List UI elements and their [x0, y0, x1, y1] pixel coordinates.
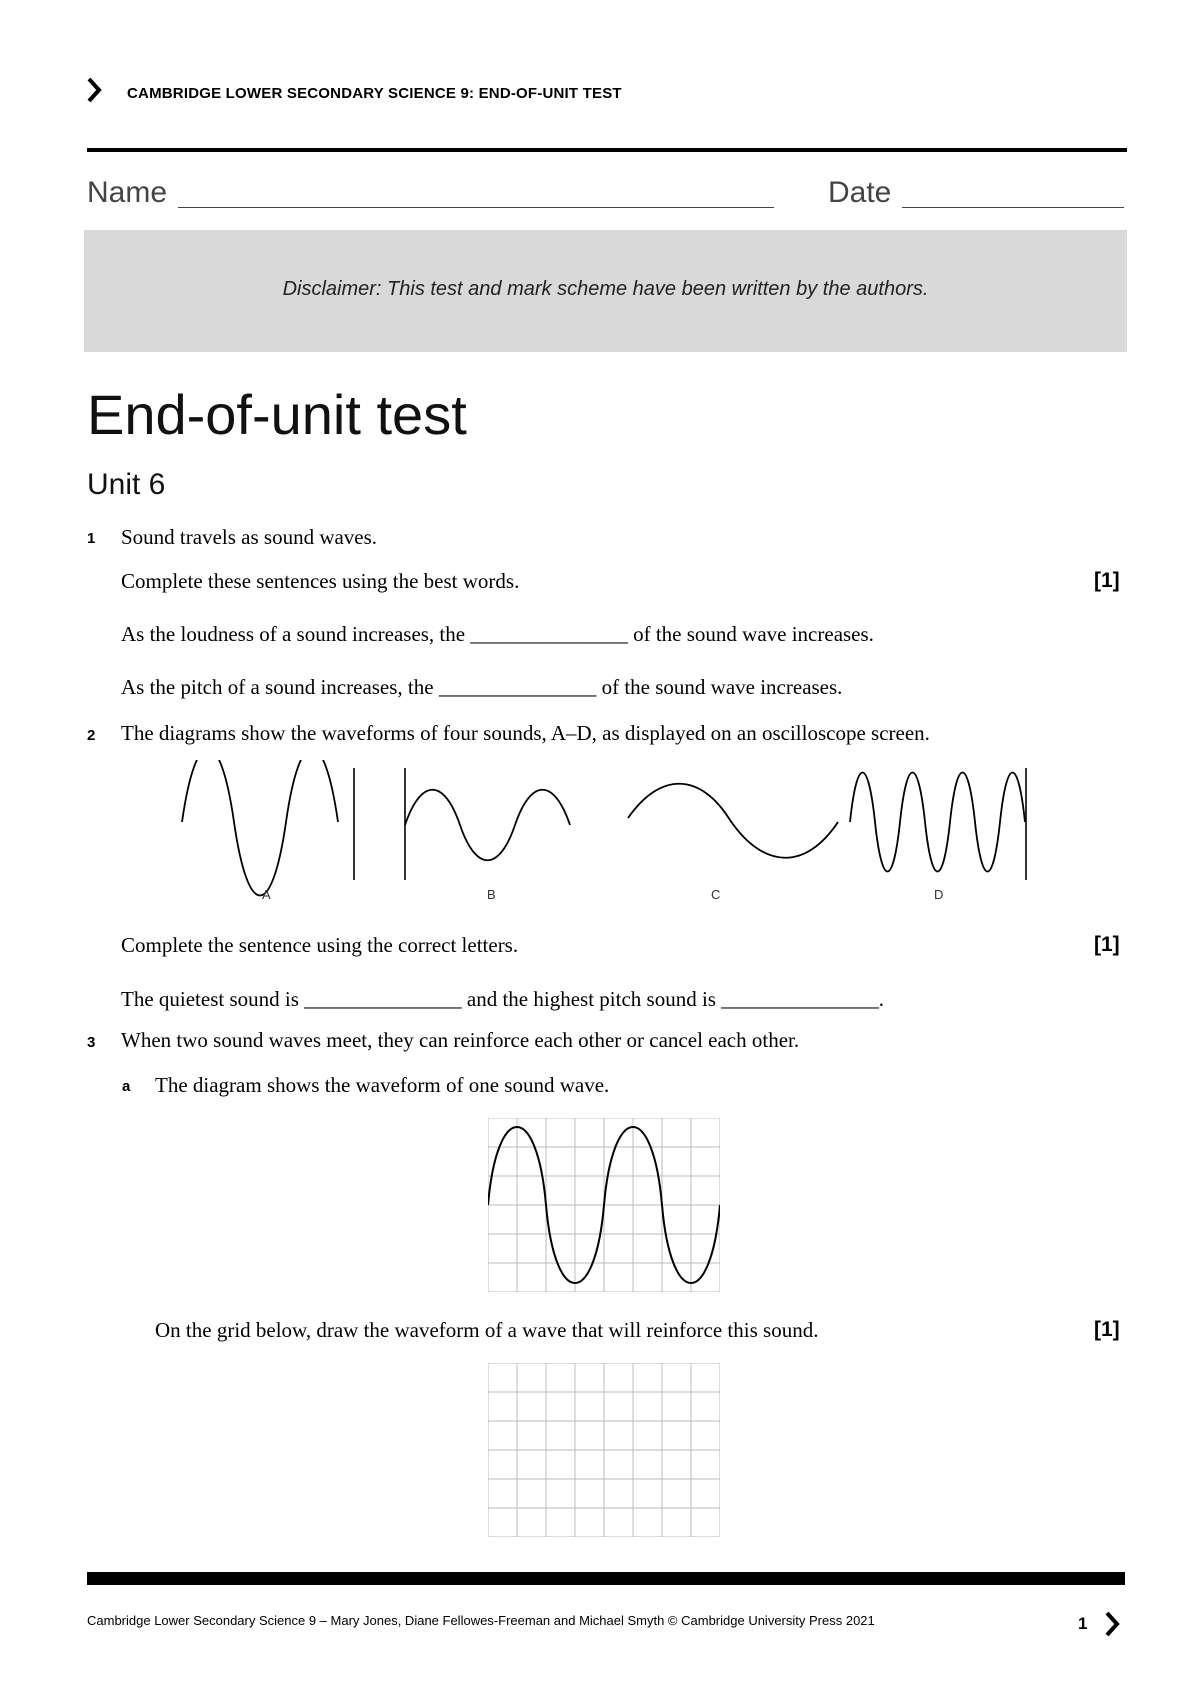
- q1-marks: [1]: [1094, 569, 1120, 592]
- q1-line1: [121, 622, 874, 647]
- footer-rule: [87, 1572, 1125, 1585]
- q2-blank-highest[interactable]: _______________: [721, 987, 879, 1011]
- q1-intro: Sound travels as sound waves.: [121, 525, 378, 549]
- q3-intro: When two sound waves meet, they can reinforce each other or cancel each other.: [121, 1028, 800, 1052]
- disclaimer-text: Disclaimer: This test and mark scheme have been written by the authors.: [282, 278, 929, 300]
- waveform-label-d: D: [934, 887, 944, 902]
- q2-blank-quietest[interactable]: _______________: [304, 987, 462, 1011]
- q2-instruction: Complete the sentence using the correct letters.: [121, 933, 519, 957]
- q3-part-a-text: The diagram shows the waveform of one sound wave.: [155, 1073, 610, 1097]
- date-label: Date: [828, 176, 892, 209]
- q1-number: 1: [87, 530, 96, 547]
- q2-sentence-b: and the highest pitch sound is: [466, 987, 716, 1011]
- q1-instruction: Complete these sentences using the best words.: [121, 569, 520, 593]
- footer-text: Cambridge Lower Secondary Science 9 – Mary Jones, Diane Fellowes-Freeman and Michael Smyth © Cambridge University Press 2021: [87, 1613, 875, 1628]
- header-chevron-icon: [86, 76, 102, 104]
- unit-heading: Unit 6: [87, 468, 166, 501]
- header-title: CAMBRIDGE LOWER SECONDARY SCIENCE 9: END-OF-UNIT TEST: [127, 85, 622, 102]
- q2-sentence-end: .: [878, 987, 884, 1011]
- q1-line2: [121, 675, 842, 700]
- waveform-d: [850, 773, 1025, 872]
- waveform-label-b: B: [487, 887, 496, 902]
- q3-instruction: On the grid below, draw the waveform of a wave that will reinforce this sound.: [155, 1318, 819, 1342]
- q3-number: 3: [87, 1034, 96, 1051]
- waveform-diagrams: [170, 760, 1040, 910]
- waveform-c: [628, 784, 838, 858]
- page-title: End-of-unit test: [87, 383, 467, 446]
- q3-marks: [1]: [1094, 1318, 1120, 1341]
- q3-part-a-letter: a: [122, 1078, 131, 1095]
- q1-line2-blank[interactable]: _______________: [438, 675, 597, 699]
- q2-intro: The diagrams show the waveforms of four sounds, A–D, as displayed on an oscilloscope screen.: [121, 721, 930, 745]
- header-rule: [87, 148, 1127, 152]
- page-number: 1: [1078, 1614, 1088, 1633]
- disclaimer-box: [84, 230, 1127, 352]
- q2-sentence-a: The quietest sound is: [121, 987, 299, 1011]
- q1-line2-text-b: of the sound wave increases.: [601, 675, 843, 699]
- q3-wave-grid: [488, 1118, 720, 1292]
- name-label: Name: [87, 176, 168, 209]
- q2-marks: [1]: [1094, 933, 1120, 956]
- footer-chevron-icon: [1104, 1610, 1120, 1638]
- waveform-label-c: C: [711, 887, 721, 902]
- name-field[interactable]: [178, 207, 774, 208]
- answer-grid-lines: [488, 1363, 720, 1537]
- q1-line2-text-a: As the pitch of a sound increases, the: [121, 675, 434, 699]
- q2-sentence: [121, 987, 884, 1012]
- date-field[interactable]: [902, 207, 1124, 208]
- q1-line1-text-a: As the loudness of a sound increases, the: [121, 622, 466, 646]
- q2-number: 2: [87, 727, 96, 744]
- waveform-a: [182, 760, 338, 896]
- q1-line1-blank[interactable]: _______________: [470, 622, 628, 646]
- q1-line1-text-b: of the sound wave increases.: [633, 622, 874, 646]
- answer-grid[interactable]: [488, 1363, 720, 1537]
- waveform-label-a: A: [262, 887, 271, 902]
- waveform-b: [405, 790, 570, 861]
